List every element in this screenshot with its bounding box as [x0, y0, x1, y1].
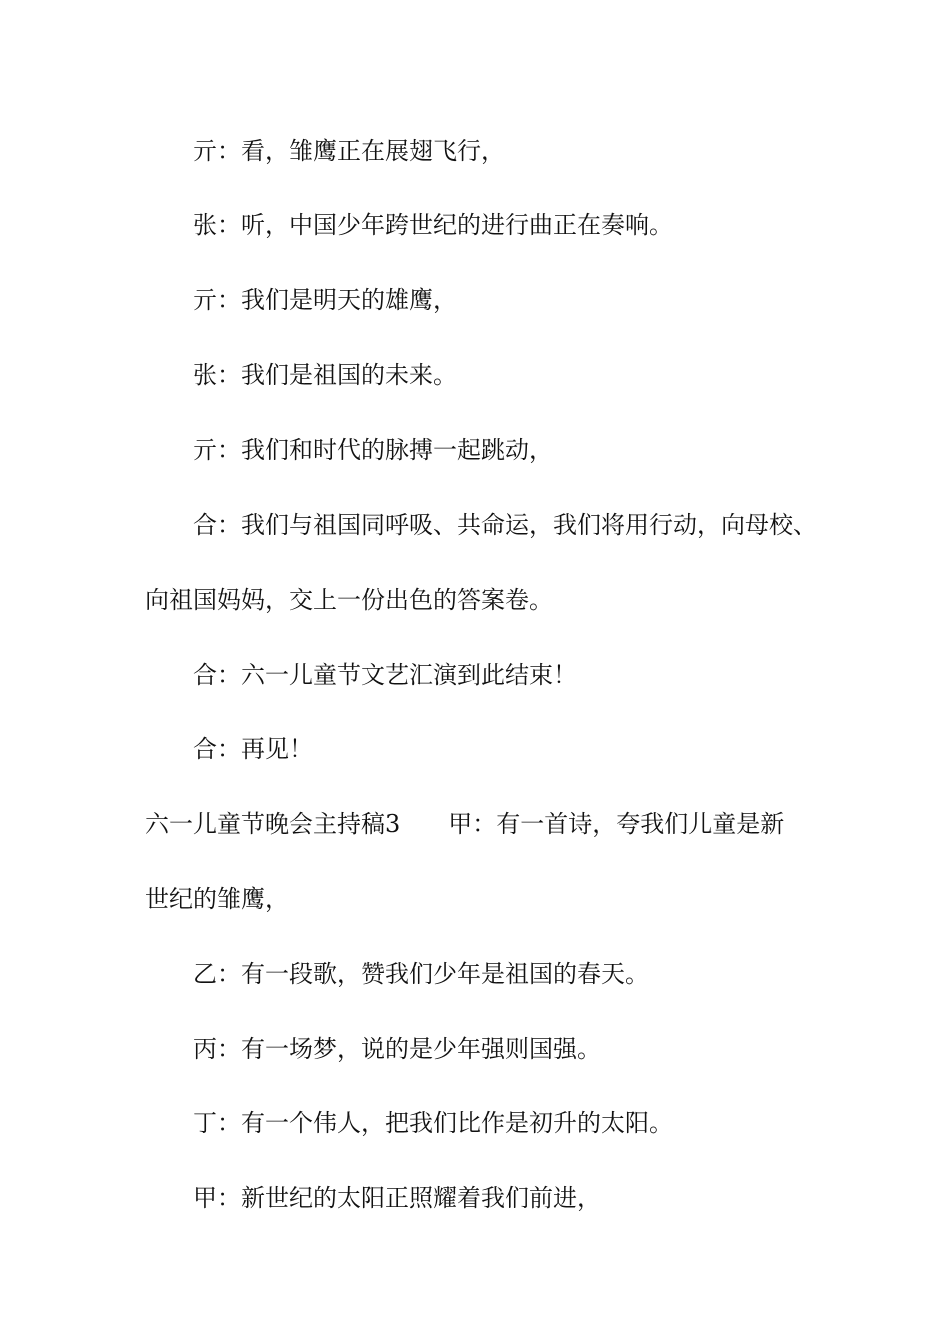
script-line: 张：我们是祖国的未来。	[193, 361, 457, 389]
script-line: 合：再见！	[193, 735, 313, 763]
script-line: 亓：我们是明天的雄鹰，	[193, 286, 457, 314]
script-line-continuation: 向祖国妈妈，交上一份出色的答案卷。	[145, 586, 553, 614]
script-line: 张：听，中国少年跨世纪的进行曲正在奏响。	[193, 211, 673, 239]
script-line-continuation: 世纪的雏鹰，	[145, 885, 289, 913]
script-line: 亓：我们和时代的脉搏一起跳动，	[193, 436, 553, 464]
script-line: 合：六一儿童节文艺汇演到此结束！	[193, 661, 577, 689]
script-line: 合：我们与祖国同呼吸、共命运，我们将用行动，向母校、	[193, 511, 817, 539]
script-line: 甲：有一首诗，夸我们儿童是新	[448, 810, 785, 838]
section-heading: 六一儿童节晚会主持稿3	[145, 810, 401, 838]
script-line: 丙：有一场梦，说的是少年强则国强。	[193, 1035, 601, 1063]
script-line: 乙：有一段歌，赞我们少年是祖国的春天。	[193, 960, 649, 988]
script-line: 丁：有一个伟人，把我们比作是初升的太阳。	[193, 1109, 673, 1137]
script-line: 亓：看，雏鹰正在展翅飞行，	[193, 137, 505, 165]
section-heading-line	[145, 809, 835, 839]
script-line: 甲：新世纪的太阳正照耀着我们前进，	[193, 1184, 601, 1212]
